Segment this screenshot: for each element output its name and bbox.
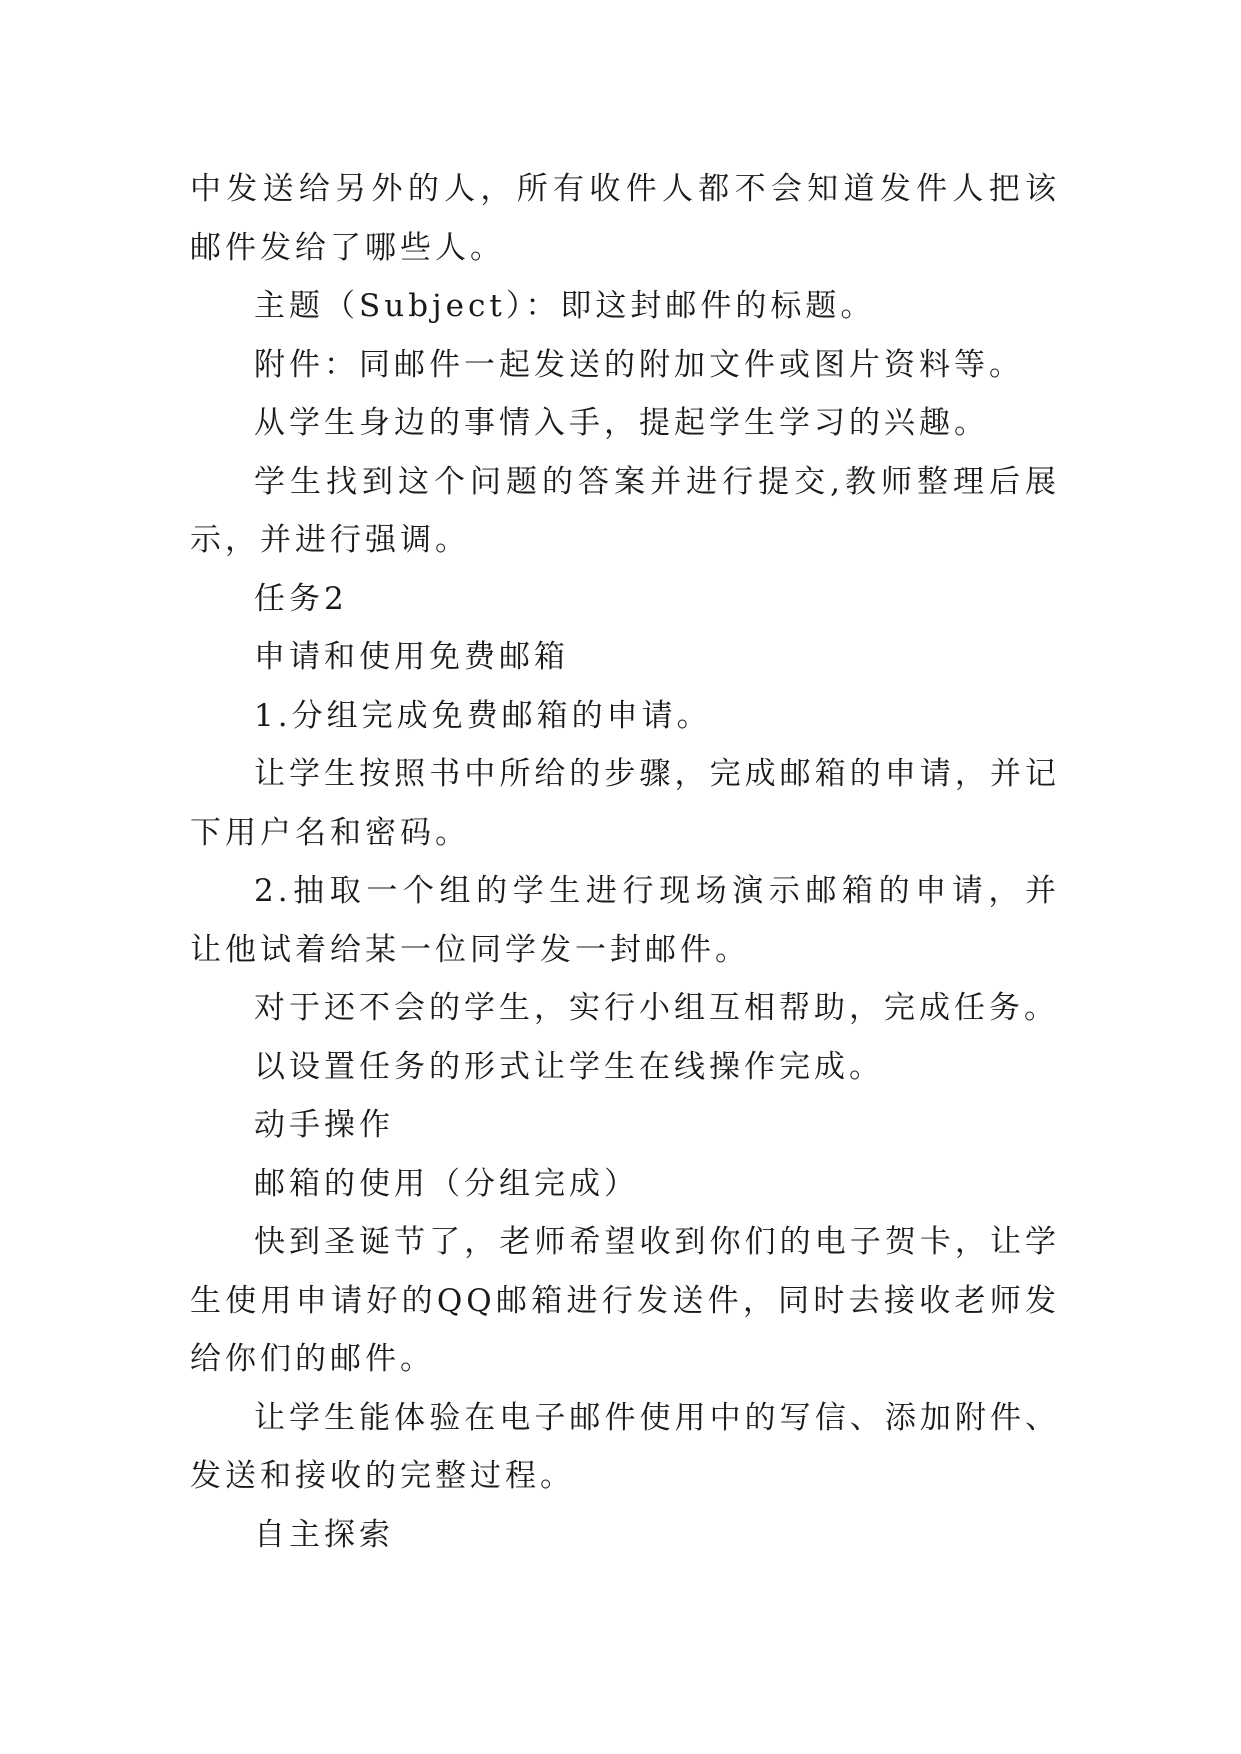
section-heading: 自主探索 (254, 1516, 394, 1553)
section-heading: 动手操作 (254, 1107, 394, 1143)
paragraph: 2.抽取一个组的学生进行现场演示邮箱的申请，并让他试着给某一位同学发一封邮件。 (190, 873, 1060, 968)
paragraph: 对于还不会的学生，实行小组互相帮助，完成任务。 (254, 990, 1059, 1026)
paragraph: 学生找到这个问题的答案并进行提交,教师整理后展示，并进行强调。 (190, 463, 1060, 558)
paragraph: 主题（Subject）：即这封邮件的标题。 (254, 288, 876, 324)
paragraph: 让学生能体验在电子邮件使用中的写信、添加附件、发送和接收的完整过程。 (190, 1399, 1060, 1494)
section-heading: 申请和使用免费邮箱 (254, 639, 569, 675)
paragraph: 让学生按照书中所给的步骤，完成邮箱的申请，并记下用户名和密码。 (190, 756, 1060, 851)
paragraph: 以设置任务的形式让学生在线操作完成。 (254, 1048, 884, 1085)
paragraph: 附件：同邮件一起发送的附加文件或图片资料等。 (254, 346, 1024, 383)
paragraph: 从学生身边的事情入手，提起学生学习的兴趣。 (254, 405, 989, 441)
section-heading: 邮箱的使用（分组完成） (254, 1165, 639, 1202)
section-heading: 任务2 (254, 580, 348, 617)
paragraph: 1.分组完成免费邮箱的申请。 (254, 697, 712, 734)
paragraph: 中发送给另外的人，所有收件人都不会知道发件人把该邮件发给了哪些人。 (190, 171, 1060, 266)
paragraph: 快到圣诞节了，老师希望收到你们的电子贺卡，让学生使用申请好的QQ邮箱进行发送件，同时去接收老师发给你们的邮件。 (190, 1224, 1060, 1377)
document-body (190, 160, 1060, 1564)
